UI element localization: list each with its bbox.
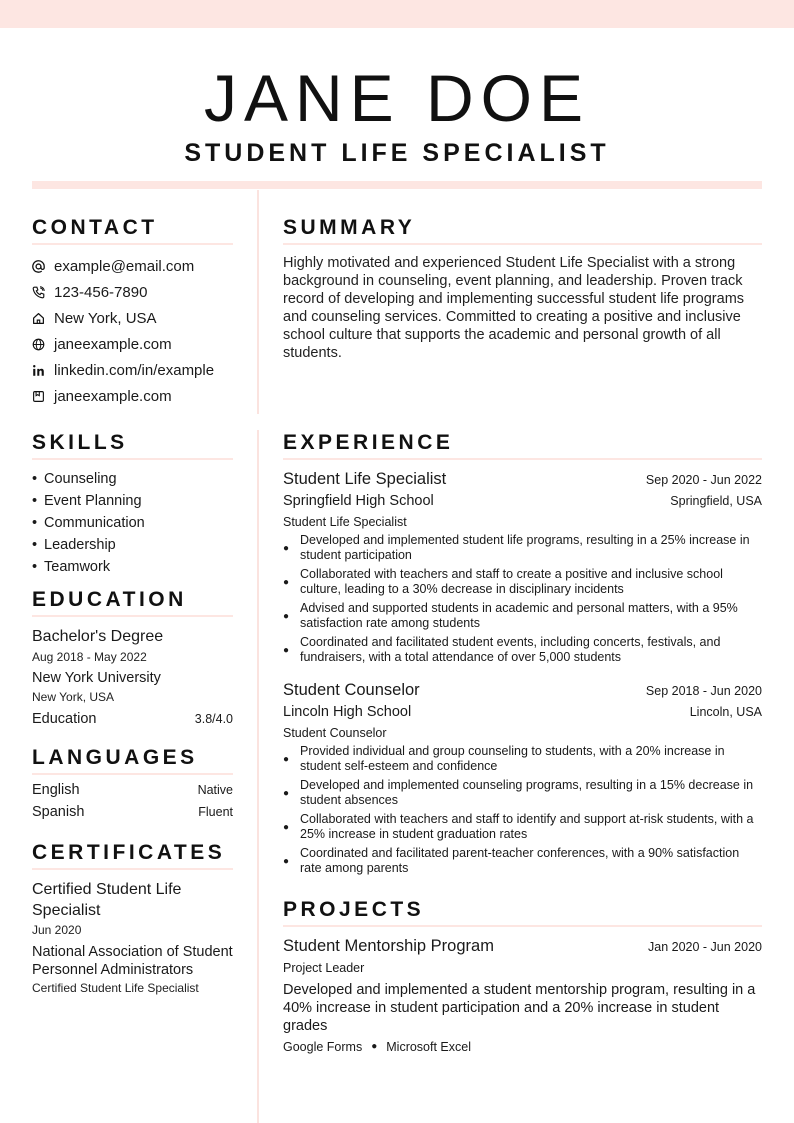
contact-portfolio[interactable] [32, 383, 233, 409]
skills-heading: SKILLS [32, 430, 233, 460]
candidate-name: JANE DOE [203, 61, 591, 135]
education-field-row [32, 709, 233, 729]
job-role: Student Life Specialist [283, 470, 447, 488]
project-tool: Google Forms [283, 1040, 363, 1054]
project-dates: Jan 2020 - Jun 2020 [648, 940, 762, 954]
top-accent-band [0, 0, 794, 28]
job-role: Student Counselor [283, 681, 420, 699]
skills-list [32, 468, 233, 578]
languages-heading: LANGUAGES [32, 745, 233, 775]
project-name: Student Mentorship Program [283, 937, 494, 955]
summary-section [283, 215, 762, 362]
job-bullet: ● Provided individual and group counseling to students, with a 20% increase in student self-esteem and confidence [283, 744, 725, 773]
project-tool: Microsoft Excel [386, 1040, 471, 1054]
project-role: Project Leader [283, 961, 365, 975]
job-bullet: ● Coordinated and facilitated parent-teacher conferences, with a 90% satisfaction rate among parents [283, 846, 740, 875]
candidate-title: STUDENT LIFE SPECIALIST [184, 139, 610, 167]
linkedin-icon [32, 362, 54, 378]
contact-portfolio-text: janeexample.com [54, 387, 172, 405]
resume-header [0, 60, 794, 169]
languages-list [32, 782, 233, 826]
language-row [32, 804, 233, 826]
job-bullets [283, 533, 762, 665]
job-subtitle: Student Counselor [283, 726, 387, 740]
certificates-section [32, 840, 233, 997]
contact-phone[interactable] [32, 279, 233, 305]
contact-phone-text: 123-456-7890 [54, 283, 148, 301]
education-gpa: 3.8/4.0 [194, 712, 233, 726]
job-entry [283, 468, 762, 665]
portfolio-icon [32, 388, 54, 404]
language-name: English [32, 782, 80, 798]
job-subtitle: Student Life Specialist [283, 515, 407, 529]
job-bullet: ● Collaborated with teachers and staff to create a positive and inclusive school culture, leading to a 30% decrease in disciplinary incidents [283, 567, 723, 596]
language-row [32, 782, 233, 804]
contact-website[interactable] [32, 331, 233, 357]
education-school: New York University [32, 670, 161, 686]
job-dates: Sep 2020 - Jun 2022 [645, 473, 762, 487]
job-bullet: ● Coordinated and facilitated student events, including concerts, festivals, and fundraisers, with a total attendance of over 5,000 students [283, 635, 721, 664]
home-icon [32, 310, 54, 326]
job-bullet: ● Advised and supported students in academic and personal matters, with a 95% satisfaction rate among students [283, 601, 738, 630]
job-bullet: ● Developed and implemented student life programs, resulting in a 25% increase in student participation [283, 533, 750, 562]
job-location: Lincoln, USA [689, 705, 762, 719]
bullet-separator: ● [371, 1041, 378, 1052]
contact-linkedin[interactable] [32, 357, 233, 383]
skill-item: • Event Planning [32, 493, 142, 509]
language-name: Spanish [32, 804, 85, 820]
projects-heading: PROJECTS [283, 897, 762, 927]
job-organization: Lincoln High School [283, 704, 412, 720]
contact-list [32, 253, 233, 409]
language-level: Native [197, 783, 233, 797]
languages-section [32, 745, 233, 826]
skill-item: • Teamwork [32, 559, 111, 575]
column-divider-bottom [257, 430, 259, 1123]
experience-section [283, 430, 762, 880]
certificates-heading: CERTIFICATES [32, 840, 233, 870]
education-section [32, 587, 233, 729]
job-location: Springfield, USA [670, 494, 762, 508]
contact-linkedin-text: linkedin.com/in/example [54, 361, 215, 379]
contact-section [32, 215, 233, 409]
certificate-date: Jun 2020 [32, 923, 82, 937]
contact-location [32, 305, 233, 331]
job-bullet: ● Collaborated with teachers and staff to identify and support at-risk students, with a 25% increase in student graduation rates [283, 812, 754, 841]
education-heading: EDUCATION [32, 587, 233, 617]
summary-text: Highly motivated and experienced Student Life Specialist with a strong background in counseling, event planning, and leadership. Proven track record of developing and implementing successful student life programs and counseling services. Committed to creating a positive and inclusive school culture that supports the academic and personal growth of all students. [283, 255, 745, 361]
experience-heading: EXPERIENCE [283, 430, 762, 460]
at-icon [32, 258, 54, 274]
phone-icon [32, 284, 54, 300]
project-description: Developed and implemented a student mentorship program, resulting in a 40% increase in student participation and a 20% increase in student grades [283, 982, 756, 1034]
job-organization: Springfield High School [283, 493, 434, 509]
summary-heading: SUMMARY [283, 215, 762, 245]
skill-item: • Communication [32, 515, 145, 531]
globe-icon [32, 336, 54, 352]
projects-section [283, 897, 762, 1056]
certificate-issuer: National Association of Student Personnel Administrators [32, 944, 233, 978]
education-field: Education [32, 711, 97, 727]
education-dates: Aug 2018 - May 2022 [32, 650, 147, 664]
education-location: New York, USA [32, 690, 115, 704]
contact-location-text: New York, USA [54, 309, 157, 327]
education-degree: Bachelor's Degree [32, 628, 164, 645]
header-divider [32, 181, 762, 189]
project-tools [283, 1038, 762, 1056]
language-level: Fluent [198, 805, 233, 819]
job-entry [283, 679, 762, 876]
skills-section [32, 430, 233, 578]
contact-email[interactable] [32, 253, 233, 279]
certificate-name: Certified Student Life Specialist [32, 881, 182, 919]
job-bullets [283, 744, 762, 876]
job-dates: Sep 2018 - Jun 2020 [645, 684, 762, 698]
skill-item: • Leadership [32, 537, 116, 553]
column-divider-top [257, 190, 259, 414]
job-bullet: ● Developed and implemented counseling programs, resulting in a 15% decrease in student absences [283, 778, 754, 807]
contact-heading: CONTACT [32, 215, 233, 245]
skill-item: • Counseling [32, 471, 117, 487]
contact-email-text: example@email.com [54, 257, 195, 275]
certificate-credential: Certified Student Life Specialist [32, 981, 199, 995]
contact-website-text: janeexample.com [54, 335, 172, 353]
